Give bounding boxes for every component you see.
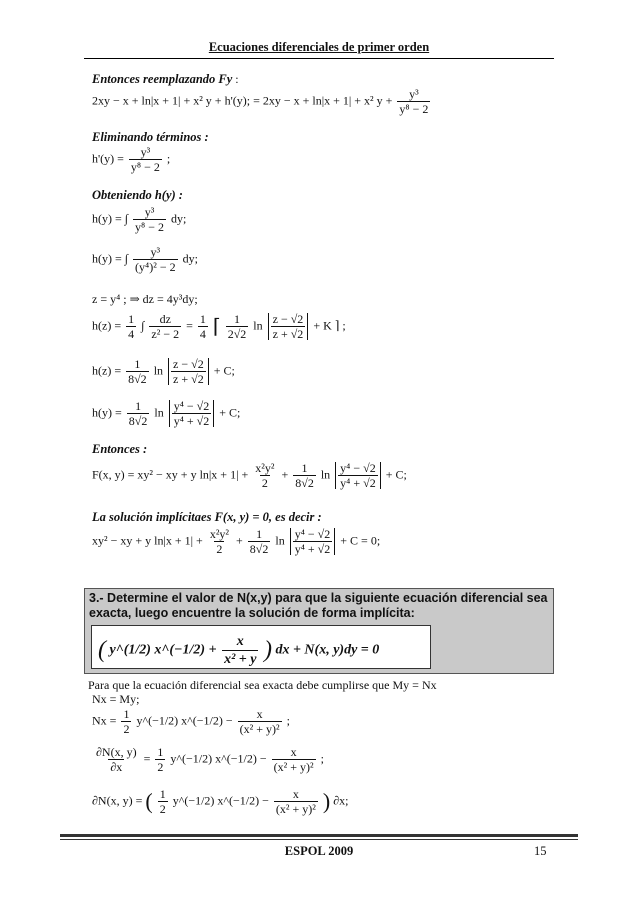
equation-4-lhs: h(y) = ∫ [92, 251, 129, 266]
equation-7-abs-num: z − √2 [173, 357, 204, 371]
equation-6-tail: + K ⌉ ; [313, 318, 346, 333]
problem-equation-tail: dx + N(x, y)dy = 0 [275, 642, 380, 658]
equation-6-coef-3-den: 2√2 [227, 327, 247, 341]
footer-rule-thin [60, 839, 578, 840]
solution-line-3-coef-num: 1 [159, 787, 166, 801]
equation-5: z = y⁴ ; ⇒ dz = 4y³dy; [92, 292, 198, 306]
equation-8-abs-fraction [169, 400, 215, 427]
equation-7-abs-den: z + √2 [173, 372, 204, 386]
equation-10-tail: + C = 0; [340, 533, 381, 548]
solution-line-2-coef-num: 1 [157, 745, 164, 759]
problem-equation-lparen: ( [98, 637, 106, 663]
equation-7-ln: ln [153, 363, 164, 378]
problem-equation-fraction-num: x [236, 634, 244, 649]
equation-8-lhs: h(y) = [92, 405, 122, 420]
equation-7-abs-fraction [168, 358, 209, 385]
equation-1-left: 2xy − x + ln|x + 1| + x² y + h'(y); = 2xy − x + ln|x + 1| + x² y + [92, 93, 393, 108]
problem-statement: 3.- Determine el valor de N(x,y) para que la siguiente ecuación diferencial sea exacta, luego encuentre la solución de forma implícita: [89, 591, 548, 620]
equation-10-fraction-2-den: 8√2 [249, 542, 269, 556]
solution-line-3-fraction-den: (x² + y)² [275, 802, 316, 816]
equation-6-integral: ∫ [141, 318, 145, 333]
section-solucion: La solución implícitaes F(x, y) = 0, es decir : [92, 510, 322, 524]
equation-3-numerator: y³ [144, 205, 155, 219]
equation-7 [92, 358, 235, 385]
solution-line-2-tail: ; [320, 751, 324, 766]
equation-7-lhs: h(z) = [92, 363, 122, 378]
equation-3-lhs: h(y) = ∫ [92, 211, 129, 226]
solution-line-1 [92, 708, 290, 735]
equation-6-dz-den: z² − 2 [151, 327, 180, 341]
equation-6-equals: = [186, 318, 193, 333]
equation-7-coef-den: 8√2 [128, 372, 147, 386]
solution-line-3-coef-den: 2 [159, 802, 166, 816]
solution-line-3-coef [158, 788, 168, 815]
solution-line-2-fraction-num: x [290, 745, 297, 759]
equation-2 [92, 146, 170, 173]
equation-6-ln: ln [253, 318, 263, 333]
solution-line-1-coef-den: 2 [123, 722, 130, 736]
equation-10-plus: + [236, 533, 243, 548]
equation-2-fraction [129, 146, 162, 173]
problem-equation [98, 634, 379, 667]
equation-9-abs-num: y⁴ − √2 [340, 461, 376, 475]
problem-equation-fraction [222, 634, 258, 667]
equation-6 [92, 313, 346, 340]
equation-6-coef-2-den: 4 [199, 327, 206, 341]
equation-10-fraction-2-num: 1 [256, 527, 263, 541]
solution-line-2-coef [155, 746, 165, 773]
equation-3-denominator: y⁸ − 2 [135, 220, 164, 234]
equation-7-coef-num: 1 [134, 357, 141, 371]
equation-6-dz-fraction [149, 313, 181, 340]
equation-10-fraction-2 [248, 528, 271, 555]
equation-4-tail: dy; [182, 251, 198, 266]
equation-10-ln: ln [275, 533, 285, 548]
equation-8-coef-num: 1 [135, 399, 142, 413]
problem-box [84, 588, 554, 674]
problem-equation-box [91, 625, 431, 669]
solution-line-2-equals: = [143, 751, 151, 766]
equation-8-ln: ln [154, 405, 164, 420]
equation-4-fraction [133, 246, 178, 273]
solution-line-2-fraction-den: (x² + y)² [273, 760, 314, 774]
equation-8-tail: + C; [219, 405, 241, 420]
equation-1-numerator: y³ [409, 87, 419, 101]
equation-2-lhs: h'(y) = [92, 151, 124, 166]
equation-10-fraction-1-num: x²y² [209, 527, 230, 541]
equation-3-tail: dy; [171, 211, 187, 226]
equation-9-fraction-2-den: 8√2 [295, 476, 314, 490]
equation-3 [92, 206, 186, 233]
solution-line-3 [92, 788, 348, 815]
equation-9 [92, 462, 407, 489]
equation-1-denominator: y⁸ − 2 [399, 102, 429, 116]
footer-rule-thick [60, 834, 578, 837]
equation-4-numerator: y³ [150, 245, 161, 259]
header-title: Ecuaciones diferenciales de primer orden [208, 40, 430, 54]
solution-line-3-fraction-num: x [292, 787, 299, 801]
equation-9-ln: ln [320, 467, 331, 482]
solution-line-2-derivative-num: ∂N(x, y) [96, 745, 137, 759]
equation-8-coef [127, 400, 150, 427]
problem-equation-fraction-den: x² + y [224, 652, 257, 667]
solution-line-1-lhs: Nx = [92, 713, 117, 728]
equation-6-coef-3-num: 1 [233, 312, 240, 326]
equation-9-abs-fraction [335, 462, 381, 489]
equation-9-fraction-1-den: 2 [261, 476, 268, 490]
solution-line-1-coef-num: 1 [123, 707, 130, 721]
equation-7-coef [126, 358, 149, 385]
equation-6-lhs: h(z) = [92, 318, 122, 333]
equation-7-tail: + C; [213, 363, 235, 378]
solution-line-2-coef-den: 2 [157, 760, 164, 774]
solution-line-3-lparen: ( [145, 788, 153, 814]
solution-line-2 [92, 746, 324, 773]
section-reemplazando-colon: : [232, 72, 239, 86]
equation-8-abs-den: y⁴ + √2 [173, 414, 210, 428]
equation-1 [92, 88, 432, 115]
equation-10-lhs: xy² − xy + y ln|x + 1| + [92, 533, 203, 548]
solution-line-2-term: y^(−1/2) x^(−1/2) − [170, 751, 267, 766]
equation-10-fraction-1 [208, 528, 231, 555]
solution-line-1-coef [121, 708, 131, 735]
equation-2-denominator: y⁸ − 2 [130, 160, 160, 174]
equation-10-fraction-1-den: 2 [216, 542, 223, 556]
problem-equation-lhs: y^(1/2) x^(−1/2) + [109, 642, 217, 658]
equation-9-fraction-1-num: x²y² [255, 461, 275, 475]
footer-espol: ESPOL 2009 [284, 844, 354, 858]
equation-10-abs-num: y⁴ − √2 [294, 527, 331, 541]
solution-line-1-fraction-den: (x² + y)² [239, 722, 280, 736]
equation-6-coef-2-num: 1 [199, 312, 206, 326]
equation-10-abs-fraction [290, 528, 336, 555]
solution-intro: Para que la ecuación diferencial sea exacta debe cumplirse que My = Nx [88, 678, 437, 692]
solution-line-2-derivative [94, 746, 139, 773]
equation-8-coef-den: 8√2 [128, 414, 148, 428]
equation-3-fraction [133, 206, 166, 233]
section-entonces: Entonces : [92, 442, 148, 456]
equation-4 [92, 246, 198, 273]
section-eliminando: Eliminando términos : [92, 130, 209, 144]
section-reemplazando-label: Entonces reemplazando Fy [92, 72, 233, 86]
equation-9-tail: + C; [385, 467, 407, 482]
equation-8 [92, 400, 240, 427]
problem-equation-rparen: ) [263, 637, 272, 663]
solution-nx-my: Nx = My; [92, 692, 140, 706]
equation-9-abs-den: y⁴ + √2 [340, 476, 376, 490]
equation-9-lhs: F(x, y) = xy² − xy + y ln|x + 1| + [92, 467, 249, 482]
equation-8-abs-num: y⁴ − √2 [173, 399, 210, 413]
equation-1-fraction [397, 88, 430, 115]
equation-9-plus: + [281, 467, 289, 482]
equation-6-coef-1-num: 1 [128, 312, 135, 326]
section-reemplazando [92, 70, 239, 88]
solution-line-1-tail: ; [286, 713, 290, 728]
equation-6-coef-2 [198, 313, 208, 340]
equation-6-left-bracket: ⌈ [212, 316, 221, 338]
solution-line-2-derivative-den: ∂x [110, 760, 123, 774]
equation-2-semicolon: ; [166, 151, 171, 166]
page-number: 15 [534, 844, 547, 858]
section-obteniendo: Obteniendo h(y) : [92, 188, 183, 202]
solution-line-3-term: y^(−1/2) x^(−1/2) − [172, 793, 269, 808]
solution-line-2-fraction [272, 746, 316, 773]
solution-line-3-rparen: ) [322, 788, 331, 814]
equation-6-abs-den: z + √2 [272, 327, 304, 341]
solution-line-3-fraction [274, 788, 318, 815]
solution-line-1-term: y^(−1/2) x^(−1/2) − [136, 713, 233, 728]
equation-6-coef-1-den: 4 [128, 327, 135, 341]
solution-line-1-fraction-num: x [256, 707, 263, 721]
equation-2-numerator: y³ [140, 145, 151, 159]
equation-6-coef-3 [226, 313, 249, 340]
equation-10 [92, 528, 380, 555]
equation-6-coef-1 [126, 313, 136, 340]
solution-line-3-tail: ∂x; [333, 793, 349, 808]
equation-10-abs-den: y⁴ + √2 [294, 542, 331, 556]
equation-9-fraction-2-num: 1 [301, 461, 308, 475]
equation-9-fraction-2 [293, 462, 316, 489]
equation-4-denominator: (y⁴)² − 2 [135, 260, 176, 274]
equation-9-fraction-1 [253, 462, 276, 489]
equation-6-dz-num: dz [159, 312, 171, 326]
equation-6-abs-fraction [268, 313, 309, 340]
solution-line-1-fraction [238, 708, 282, 735]
solution-line-3-lhs: ∂N(x, y) = [92, 793, 143, 808]
header-divider [84, 58, 554, 59]
equation-6-abs-num: z − √2 [272, 312, 304, 326]
